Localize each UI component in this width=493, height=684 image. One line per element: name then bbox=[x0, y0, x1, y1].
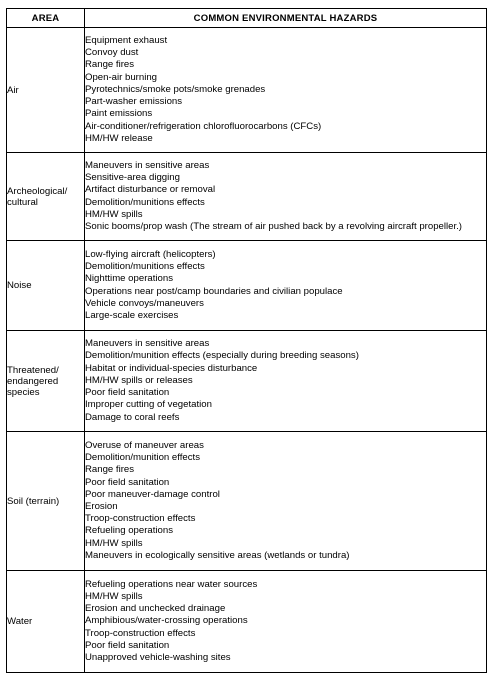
hazard-item: Air-conditioner/refrigeration chlorofluorocarbons (CFCs) bbox=[85, 120, 322, 132]
hazard-item: HM/HW spills bbox=[85, 537, 143, 549]
hazard-item: Sonic booms/prop wash (The stream of air pushed back by a revolving aircraft propeller.) bbox=[85, 220, 462, 232]
hazards-cell bbox=[85, 331, 487, 432]
hazard-item: Demolition/munitions effects bbox=[85, 196, 205, 208]
area-cell: Air bbox=[7, 28, 85, 153]
hazard-list bbox=[85, 338, 486, 423]
hazards-cell bbox=[85, 571, 487, 673]
hazard-item: Sensitive-area digging bbox=[85, 172, 180, 184]
table-row bbox=[7, 241, 487, 331]
hazard-item: Vehicle convoys/maneuvers bbox=[85, 297, 204, 309]
header-row bbox=[7, 9, 487, 28]
hazards-cell bbox=[85, 432, 487, 571]
table-body bbox=[7, 28, 487, 673]
hazard-item: Demolition/munition effects (especially during breeding seasons) bbox=[85, 350, 359, 362]
hazard-item: Habitat or individual-species disturbance bbox=[85, 362, 258, 374]
hazard-item: Erosion bbox=[85, 501, 118, 512]
hazard-item: Unapproved vehicle-washing sites bbox=[85, 652, 231, 663]
hazard-list bbox=[85, 249, 486, 322]
hazard-item: Maneuvers in sensitive areas bbox=[85, 338, 210, 350]
hazard-item: Maneuvers in ecologically sensitive areas (wetlands or tundra) bbox=[85, 549, 350, 561]
hazards-cell bbox=[85, 241, 487, 331]
table-row bbox=[7, 571, 487, 673]
hazard-list bbox=[85, 35, 486, 145]
hazard-item: Poor field sanitation bbox=[85, 387, 170, 399]
hazard-item: Demolition/munitions effects bbox=[85, 261, 205, 273]
table-row bbox=[7, 432, 487, 571]
header-area: AREA bbox=[7, 9, 85, 28]
area-cell: Noise bbox=[7, 241, 85, 331]
hazard-item: Range fires bbox=[85, 59, 135, 71]
hazard-item: Large-scale exercises bbox=[85, 309, 179, 321]
hazard-item: Range fires bbox=[85, 464, 135, 476]
hazard-item: Maneuvers in sensitive areas bbox=[85, 159, 210, 171]
area-cell: Water bbox=[7, 571, 85, 673]
hazard-list bbox=[85, 160, 486, 233]
area-cell: Archeological/ cultural bbox=[7, 153, 85, 241]
hazard-item: Artifact disturbance or removal bbox=[85, 184, 216, 196]
header-hazards: COMMON ENVIRONMENTAL HAZARDS bbox=[85, 9, 487, 28]
hazard-item: Troop-construction effects bbox=[85, 627, 196, 639]
hazard-item: Open-air burning bbox=[85, 71, 157, 83]
hazard-item: Part-washer emissions bbox=[85, 96, 183, 108]
hazard-list bbox=[85, 440, 486, 562]
hazard-item: Pyrotechnics/smoke pots/smoke grenades bbox=[85, 83, 266, 95]
hazard-item: Operations near post/camp boundaries and civilian populace bbox=[85, 285, 343, 297]
hazard-item: Erosion and unchecked drainage bbox=[85, 603, 226, 615]
hazard-item: Refueling operations bbox=[85, 525, 174, 537]
hazard-item: Troop-construction effects bbox=[85, 513, 196, 525]
hazard-item: Damage to coral reefs bbox=[85, 411, 180, 423]
table-row bbox=[7, 331, 487, 432]
table-row bbox=[7, 153, 487, 241]
hazard-item: Convoy dust bbox=[85, 47, 139, 59]
environmental-hazards-table bbox=[6, 8, 487, 673]
hazard-item: Low-flying aircraft (helicopters) bbox=[85, 248, 216, 260]
area-cell: Soil (terrain) bbox=[7, 432, 85, 571]
hazard-item: Paint emissions bbox=[85, 108, 153, 120]
hazard-item: Equipment exhaust bbox=[85, 35, 168, 47]
hazards-cell bbox=[85, 153, 487, 241]
hazard-list bbox=[85, 579, 486, 664]
table-header bbox=[7, 9, 487, 28]
hazard-item: HM/HW release bbox=[85, 132, 153, 144]
hazards-cell bbox=[85, 28, 487, 153]
hazard-item: Demolition/munition effects bbox=[85, 452, 201, 464]
hazard-item: HM/HW spills bbox=[85, 208, 143, 220]
hazard-item: Nighttime operations bbox=[85, 273, 173, 285]
area-cell: Threatened/ endangered species bbox=[7, 331, 85, 432]
hazard-item: Amphibious/water-crossing operations bbox=[85, 615, 248, 627]
hazard-item: Refueling operations near water sources bbox=[85, 578, 258, 590]
hazard-item: HM/HW spills bbox=[85, 590, 143, 602]
hazard-item: Poor maneuver-damage control bbox=[85, 488, 220, 500]
table-row bbox=[7, 28, 487, 153]
hazard-item: Overuse of maneuver areas bbox=[85, 439, 204, 451]
hazard-item: Improper cutting of vegetation bbox=[85, 399, 212, 411]
hazard-item: HM/HW spills or releases bbox=[85, 374, 193, 386]
hazard-item: Poor field sanitation bbox=[85, 476, 170, 488]
hazard-item: Poor field sanitation bbox=[85, 639, 170, 651]
